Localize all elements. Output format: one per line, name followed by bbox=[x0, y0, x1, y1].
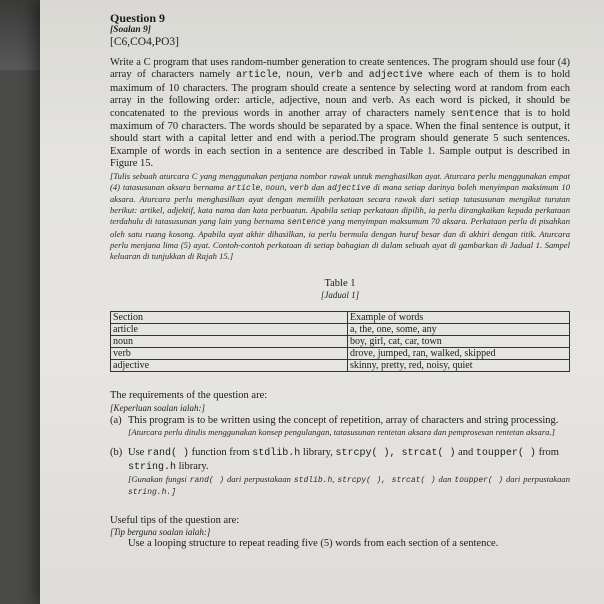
requirement-malay-text: [Aturcara perlu ditulis menggunakan konsep pengulangan, tatasusunan rentetan aksara dan pemprosesan rentetan aksara.] bbox=[128, 427, 555, 438]
requirement-number: (a) bbox=[110, 414, 122, 426]
table-header-cell: Example of words bbox=[348, 312, 570, 324]
requirement-text: Use rand( ) function from stdlib.h library, strcpy( ), strcat( ) and toupper( ) from string.h library. bbox=[128, 447, 559, 473]
array-name: adjective bbox=[368, 70, 423, 82]
code-token: rand( ) bbox=[146, 448, 189, 460]
table-header-cell: Section bbox=[111, 312, 348, 324]
question-title: Question 9 bbox=[110, 11, 166, 25]
requirement-malay-text: [Gunakan fungsi rand( ) dari perpustakaan stdlib.h, strcpy( ), strcat( ) dan toupper( ) dari perpustakaan string.h.] bbox=[128, 474, 570, 498]
code-token: stdlib.h bbox=[252, 448, 301, 460]
tip-item: Use a looping structure to repeat reading five (5) words from each section of a sentence. bbox=[128, 537, 499, 549]
document-page bbox=[110, 12, 570, 550]
table-cell: drove, jumped, ran, walked, skipped bbox=[348, 348, 570, 360]
code-token: string.h bbox=[128, 461, 177, 473]
question-paragraph: Write a C program that uses random-number generation to create sentences. The program should use four (4) array of characters namely article, noun, verb and adjective where each of them is to hold maximum of 10 characters. The program should create a sentence by selecting word at random from each array in the following order: article, adjective, noun and verb. As each word is picked, it should be concatenated to the previous words in another array of characters namely sentence that is to hold maximum of 70 characters. The words should be separated by a space. When the final sentence is output, it should start with a capital letter and end with a period.The program should generate 5 such sentences. Example of words in each section in a sentence are described in Table 1. Sample output is described in Figure 15. bbox=[110, 57, 571, 170]
table-header-row bbox=[111, 312, 570, 324]
requirements-malay-heading: [Keperluan soalan ialah:] bbox=[110, 402, 206, 413]
table-cell: article bbox=[111, 324, 348, 336]
requirement-a bbox=[110, 415, 570, 439]
table-row bbox=[111, 360, 570, 372]
sentence-array-name: sentence bbox=[450, 108, 499, 120]
tips-malay-heading: [Tip berguna soalan ialah:] bbox=[110, 526, 211, 537]
table-cell: skinny, pretty, red, noisy, quiet bbox=[348, 360, 570, 372]
tips-heading: Useful tips of the question are: bbox=[110, 514, 240, 526]
table-malay-title: [Jadual 1] bbox=[320, 290, 360, 301]
question-malay-title: [Soalan 9] bbox=[110, 25, 151, 35]
requirement-b bbox=[110, 447, 570, 498]
requirement-number: (b) bbox=[110, 447, 123, 459]
table-row bbox=[111, 348, 570, 360]
requirement-text: This program is to be written using the concept of repetition, array of characters and string processing. bbox=[128, 414, 559, 426]
question-codes: [C6,CO4,PO3] bbox=[110, 36, 180, 48]
table-cell: verb bbox=[111, 348, 348, 360]
paper-sheet bbox=[40, 0, 604, 604]
array-name: verb bbox=[318, 70, 343, 82]
table-row bbox=[111, 336, 570, 348]
code-token: toupper( ) bbox=[475, 448, 536, 460]
array-name: noun bbox=[286, 70, 311, 82]
question-malay-paragraph: [Tulis sebuah aturcara C yang menggunakan penjana nombor rawak untuk menghasilkan ayat. Aturcara perlu menggunakan empat (4) tatasusunan aksara bernama article, noun, verb dan adjective di mana setiap darinya boleh menyimpan maksimum 10 aksara. Aturcara perlu menghasilkan ayat dengan memilih perkataan secara rawak dari setiap tatasusunan mengikut turutan berikut: artikel, adjektif, kata nama dan kata perbuatan. Apabila setiap perkataan dipilih, ia perlu dirangkaikan kepada perkataan terdahulu di tatasusunan yang lain yang bernama sentence yang menyimpan maksumum 70 aksara. Perkataan perlu di pisahkan oleh satu ruang kosong. Apabila ayat akhir dihasilkan, ia perlu bermula dengan huruf besar dan di akhiri dengan titik. Aturcara perlu menjana lima (5) ayat. Contoh-contoh perkataan di setiap bahagian di dalam sebuah ayat di gambarkan di Jadual 1. Sampel keluaran di tunjukkan di Rajah 15.] bbox=[110, 170, 570, 262]
table-cell: a, the, one, some, any bbox=[348, 324, 570, 336]
word-table bbox=[110, 311, 570, 372]
array-name: article bbox=[235, 70, 278, 82]
code-token: strcpy( ), strcat( ) bbox=[335, 448, 456, 460]
table-cell: noun bbox=[111, 336, 348, 348]
table-title: Table 1 bbox=[324, 278, 356, 290]
table-cell: adjective bbox=[111, 360, 348, 372]
table-cell: boy, girl, cat, car, town bbox=[348, 336, 570, 348]
table-row bbox=[111, 324, 570, 336]
requirements-heading: The requirements of the question are: bbox=[110, 390, 268, 402]
